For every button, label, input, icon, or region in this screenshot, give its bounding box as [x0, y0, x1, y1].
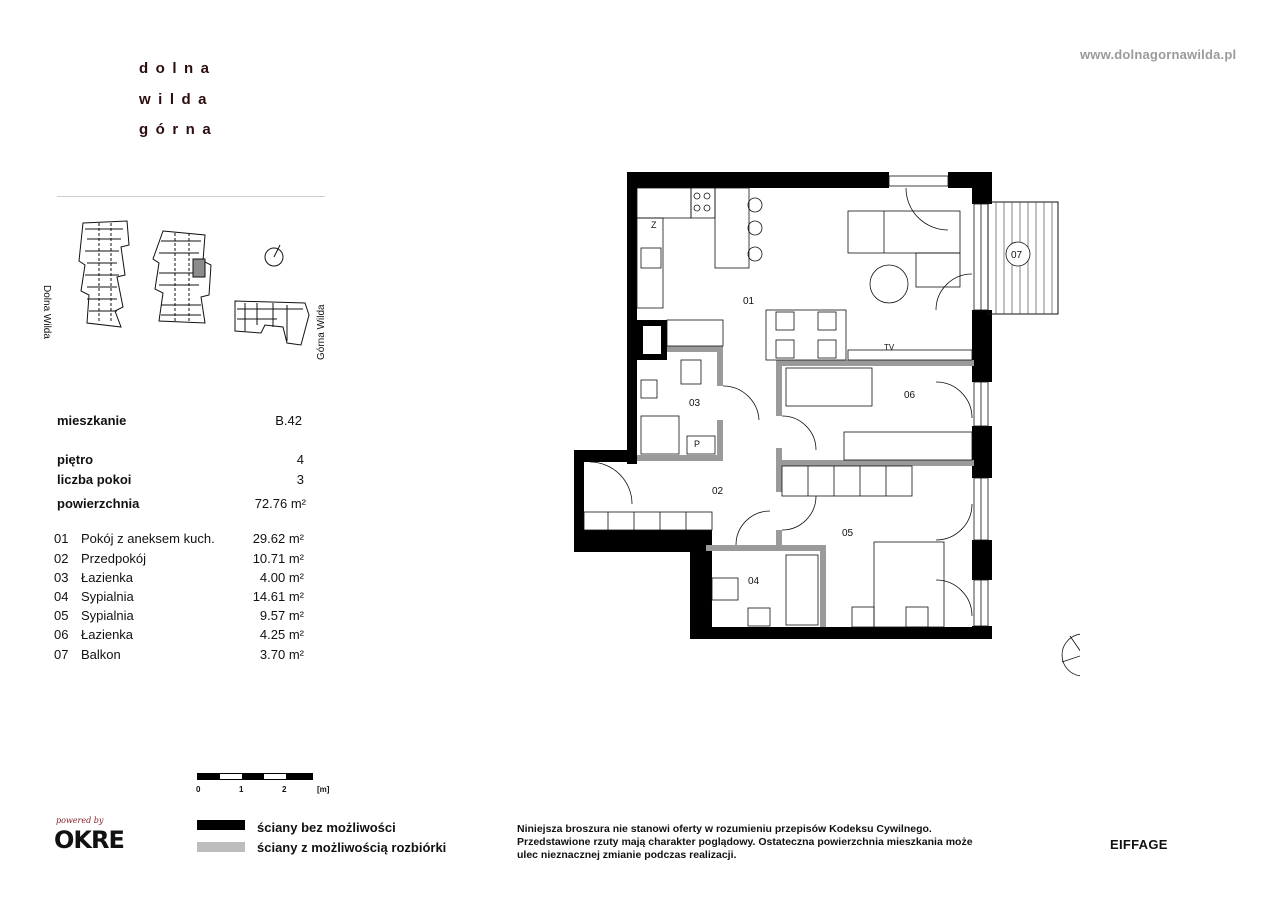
- building-middle: [153, 231, 211, 323]
- powierzchnia-label: powierzchnia: [57, 496, 140, 511]
- window: [889, 176, 948, 186]
- logo-line-1: dolna: [139, 60, 217, 77]
- p-label: P: [694, 439, 701, 449]
- toilet-04: [712, 578, 738, 600]
- room-name: Sypialnia: [81, 608, 134, 623]
- room-name: Pokój z aneksem kuch.: [81, 531, 215, 546]
- tv-label: TV: [884, 343, 895, 352]
- toilet: [681, 360, 701, 384]
- washer: [687, 436, 715, 454]
- sink-icon: [641, 248, 661, 268]
- room-area: 4.00 m²: [259, 570, 304, 585]
- scale-bar: [197, 773, 313, 780]
- room-name: Balkon: [81, 647, 121, 662]
- room-tag-02: 02: [712, 486, 724, 497]
- dining-table: [766, 310, 846, 360]
- mieszkanie-label: mieszkanie: [57, 413, 127, 428]
- coffee-table: [870, 265, 908, 303]
- pokoje-value: 3: [296, 472, 304, 487]
- divider: [57, 196, 325, 197]
- room-area: 14.61 m²: [252, 589, 304, 604]
- room-num: 02: [54, 551, 69, 566]
- logo-line-2: wilda: [139, 91, 215, 108]
- compass-icon: [1062, 634, 1080, 676]
- site-label-gorna: Górna Wilda: [316, 304, 327, 360]
- logo-line-3: górna: [139, 121, 219, 138]
- room-num: 06: [54, 627, 69, 642]
- scale-unit: [m]: [317, 785, 330, 794]
- wardrobe: [584, 512, 712, 530]
- eiffage-logo: EIFFAGE: [1110, 837, 1168, 852]
- pokoje-label: liczba pokoi: [57, 472, 132, 487]
- room-tag-04: 04: [748, 576, 760, 587]
- room-num: 04: [54, 589, 69, 604]
- pietro-label: piętro: [57, 452, 94, 467]
- room-name: Łazienka: [81, 627, 134, 642]
- sofa: [848, 211, 960, 253]
- room-tag-06: 06: [904, 390, 916, 401]
- kitchen-counter: [637, 188, 691, 218]
- powierzchnia-value: 72.76 m²: [254, 496, 306, 511]
- scale-2: 2: [282, 785, 287, 794]
- room-name: Łazienka: [81, 570, 134, 585]
- disclaimer-line-2: Przedstawione rzuty mają charakter poglądowy. Ostateczna powierzchnia mieszkania może: [517, 836, 973, 848]
- bathtub: [786, 368, 872, 406]
- building-right: [235, 301, 309, 345]
- bathtub-04: [786, 555, 818, 625]
- pietro-value: 4: [296, 452, 304, 467]
- room-num: 01: [54, 531, 69, 546]
- room-num: 03: [54, 570, 69, 585]
- disclaimer-line-3: ulec nieznacznej zmianie podczas realizacji.: [517, 849, 737, 861]
- room-area: 9.57 m²: [259, 608, 304, 623]
- building-left: [79, 221, 129, 327]
- room-area: 29.62 m²: [252, 531, 304, 546]
- removable-walls: [637, 346, 974, 627]
- z-label: Z: [651, 220, 657, 230]
- wardrobe: [782, 466, 912, 496]
- scale-1: 1: [239, 785, 244, 794]
- kitchen-island: [715, 188, 749, 268]
- stove-icon: [691, 188, 715, 218]
- bed: [874, 542, 944, 627]
- room-area: 4.25 m²: [259, 627, 304, 642]
- website-url: www.dolnagornawilda.pl: [1080, 47, 1237, 62]
- site-label-dolna: Dolna Wilda: [41, 285, 52, 339]
- room-tag-01: 01: [743, 296, 755, 307]
- scale-0: 0: [196, 785, 201, 794]
- legend-removable-text: ściany z możliwością rozbiórki: [257, 840, 447, 855]
- room-tag-03: 03: [689, 398, 701, 409]
- disclaimer: [517, 823, 1037, 862]
- room-tag-05: 05: [842, 528, 854, 539]
- room-name: Sypialnia: [81, 589, 134, 604]
- site-map: [55, 215, 345, 375]
- room-area: 3.70 m²: [259, 647, 304, 662]
- okre-logo: OKRE: [54, 826, 124, 854]
- door-arc: [906, 188, 948, 230]
- legend-removable-swatch: [197, 842, 245, 852]
- mieszkanie-value: B.42: [275, 413, 302, 428]
- room-area: 10.71 m²: [252, 551, 304, 566]
- disclaimer-line-1: Niniejsza broszura nie stanowi oferty w rozumieniu przepisów Kodeksu Cywilnego.: [517, 823, 932, 835]
- tv-unit: [848, 350, 972, 360]
- room-name: Przedpokój: [81, 551, 147, 566]
- room-num: 05: [54, 608, 69, 623]
- legend-solid-text: ściany bez możliwości: [257, 820, 396, 835]
- room-num: 07: [54, 647, 69, 662]
- legend-solid-swatch: [197, 820, 245, 830]
- sink: [641, 380, 657, 398]
- floor-plan: [560, 155, 1080, 695]
- powered-by-label: powered by: [56, 816, 104, 825]
- bath-counter: [844, 432, 972, 460]
- room-tag-07: 07: [1011, 250, 1023, 261]
- shower: [641, 416, 679, 454]
- sink-04: [748, 608, 770, 626]
